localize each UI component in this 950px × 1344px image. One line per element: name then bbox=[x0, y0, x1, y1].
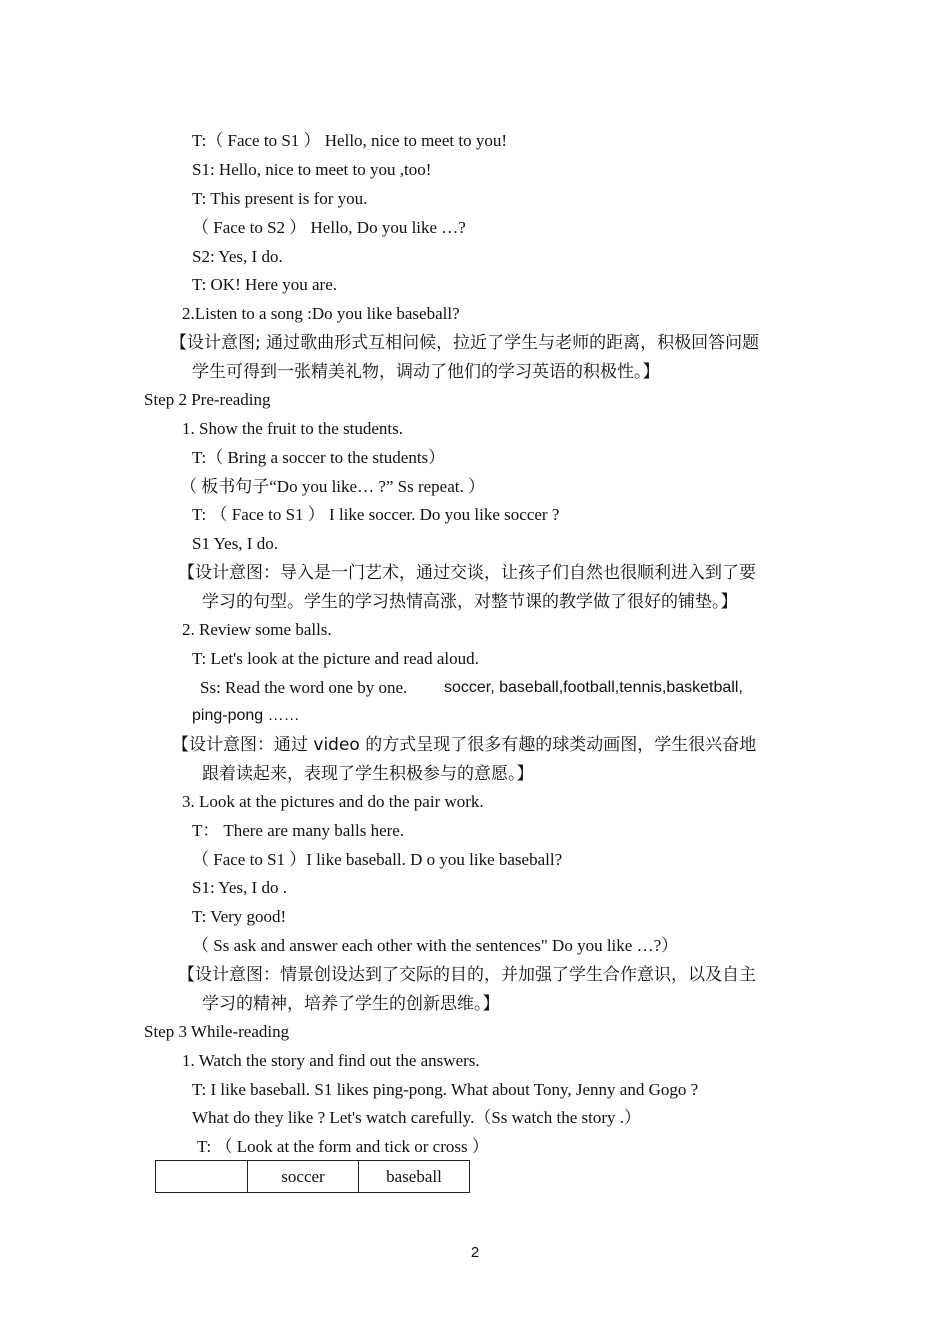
dialogue-line: （ Face to S1 ）I like baseball. D o you like baseball? bbox=[192, 850, 563, 869]
dialogue-line: T: OK! Here you are. bbox=[192, 275, 338, 294]
design-intent-note: 【设计意图; 通过歌曲形式互相问候，拉近了学生与老师的距离，积极回答问题 bbox=[170, 333, 760, 353]
design-intent-note: 学生可得到一张精美礼物，调动了他们的学习英语的积极性。】 bbox=[192, 362, 660, 382]
dialogue-line: S1: Hello, nice to meet to you ,too! bbox=[192, 160, 432, 179]
design-intent-note: 学习的句型。学生的学习热情高涨，对整节课的教学做了很好的铺垫。】 bbox=[202, 592, 738, 612]
dialogue-line: （ Face to S2 ） Hello, Do you like …? bbox=[192, 218, 466, 237]
table-cell: baseball bbox=[359, 1161, 470, 1193]
dialogue-line: T:（ Bring a soccer to the students） bbox=[192, 448, 446, 467]
design-intent-note: 【设计意图：情景创设达到了交际的目的，并加强了学生合作意识，以及自主 bbox=[178, 965, 756, 985]
activity-item: 1. Show the fruit to the students. bbox=[182, 419, 403, 438]
dialogue-line: Ss: Read the word one by one. bbox=[200, 678, 408, 697]
page-number: 2 bbox=[470, 1244, 480, 1261]
dialogue-line: S2: Yes, I do. bbox=[192, 247, 283, 266]
tick-cross-table bbox=[155, 1160, 470, 1193]
activity-item: 2. Review some balls. bbox=[182, 620, 332, 639]
dialogue-line: T:（ Face to S1 ） Hello, nice to meet to you! bbox=[192, 131, 508, 150]
table-cell bbox=[156, 1161, 248, 1193]
design-intent-note: 学习的精神，培养了学生的创新思维。】 bbox=[202, 994, 500, 1014]
dialogue-line: T: （ Look at the form and tick or cross ） bbox=[197, 1137, 489, 1156]
activity-item: 2.Listen to a song :Do you like baseball? bbox=[182, 304, 460, 323]
dialogue-line: T: I like baseball. S1 likes ping-pong. What about Tony, Jenny and Gogo ? bbox=[192, 1080, 699, 1099]
table-row bbox=[156, 1161, 470, 1193]
step-heading: Step 3 While-reading bbox=[144, 1022, 290, 1041]
dialogue-line: T: （ Face to S1 ） I like soccer. Do you like soccer ? bbox=[192, 505, 560, 524]
dialogue-line: S1: Yes, I do . bbox=[192, 878, 287, 897]
word-list: soccer, baseball,football,tennis,basketball, bbox=[444, 679, 743, 696]
dialogue-line: T: Let's look at the picture and read aloud. bbox=[192, 649, 479, 668]
table-cell: soccer bbox=[248, 1161, 359, 1193]
dialogue-line: （ Ss ask and answer each other with the sentences" Do you like …?） bbox=[192, 936, 679, 955]
dialogue-line: What do they like ? Let's watch carefully.（Ss watch the story .） bbox=[192, 1108, 642, 1127]
dialogue-line: S1 Yes, I do. bbox=[192, 534, 278, 553]
design-intent-note: 【设计意图：通过 video 的方式呈现了很多有趣的球类动画图，学生很兴奋地 bbox=[172, 735, 757, 755]
step-heading: Step 2 Pre-reading bbox=[144, 390, 271, 409]
word-list: ping-pong …… bbox=[192, 707, 300, 724]
dialogue-line: （ 板书句子“Do you like… ?” Ss repeat. ） bbox=[180, 477, 485, 496]
dialogue-line: T： There are many balls here. bbox=[192, 821, 405, 840]
dialogue-line: T: Very good! bbox=[192, 907, 287, 926]
activity-item: 3. Look at the pictures and do the pair work. bbox=[182, 792, 484, 811]
design-intent-note: 【设计意图：导入是一门艺术，通过交谈，让孩子们自然也很顺利进入到了要 bbox=[178, 563, 756, 583]
dialogue-line: T: This present is for you. bbox=[192, 189, 368, 208]
design-intent-note: 跟着读起来，表现了学生积极参与的意愿。】 bbox=[202, 764, 534, 784]
activity-item: 1. Watch the story and find out the answers. bbox=[182, 1051, 480, 1070]
